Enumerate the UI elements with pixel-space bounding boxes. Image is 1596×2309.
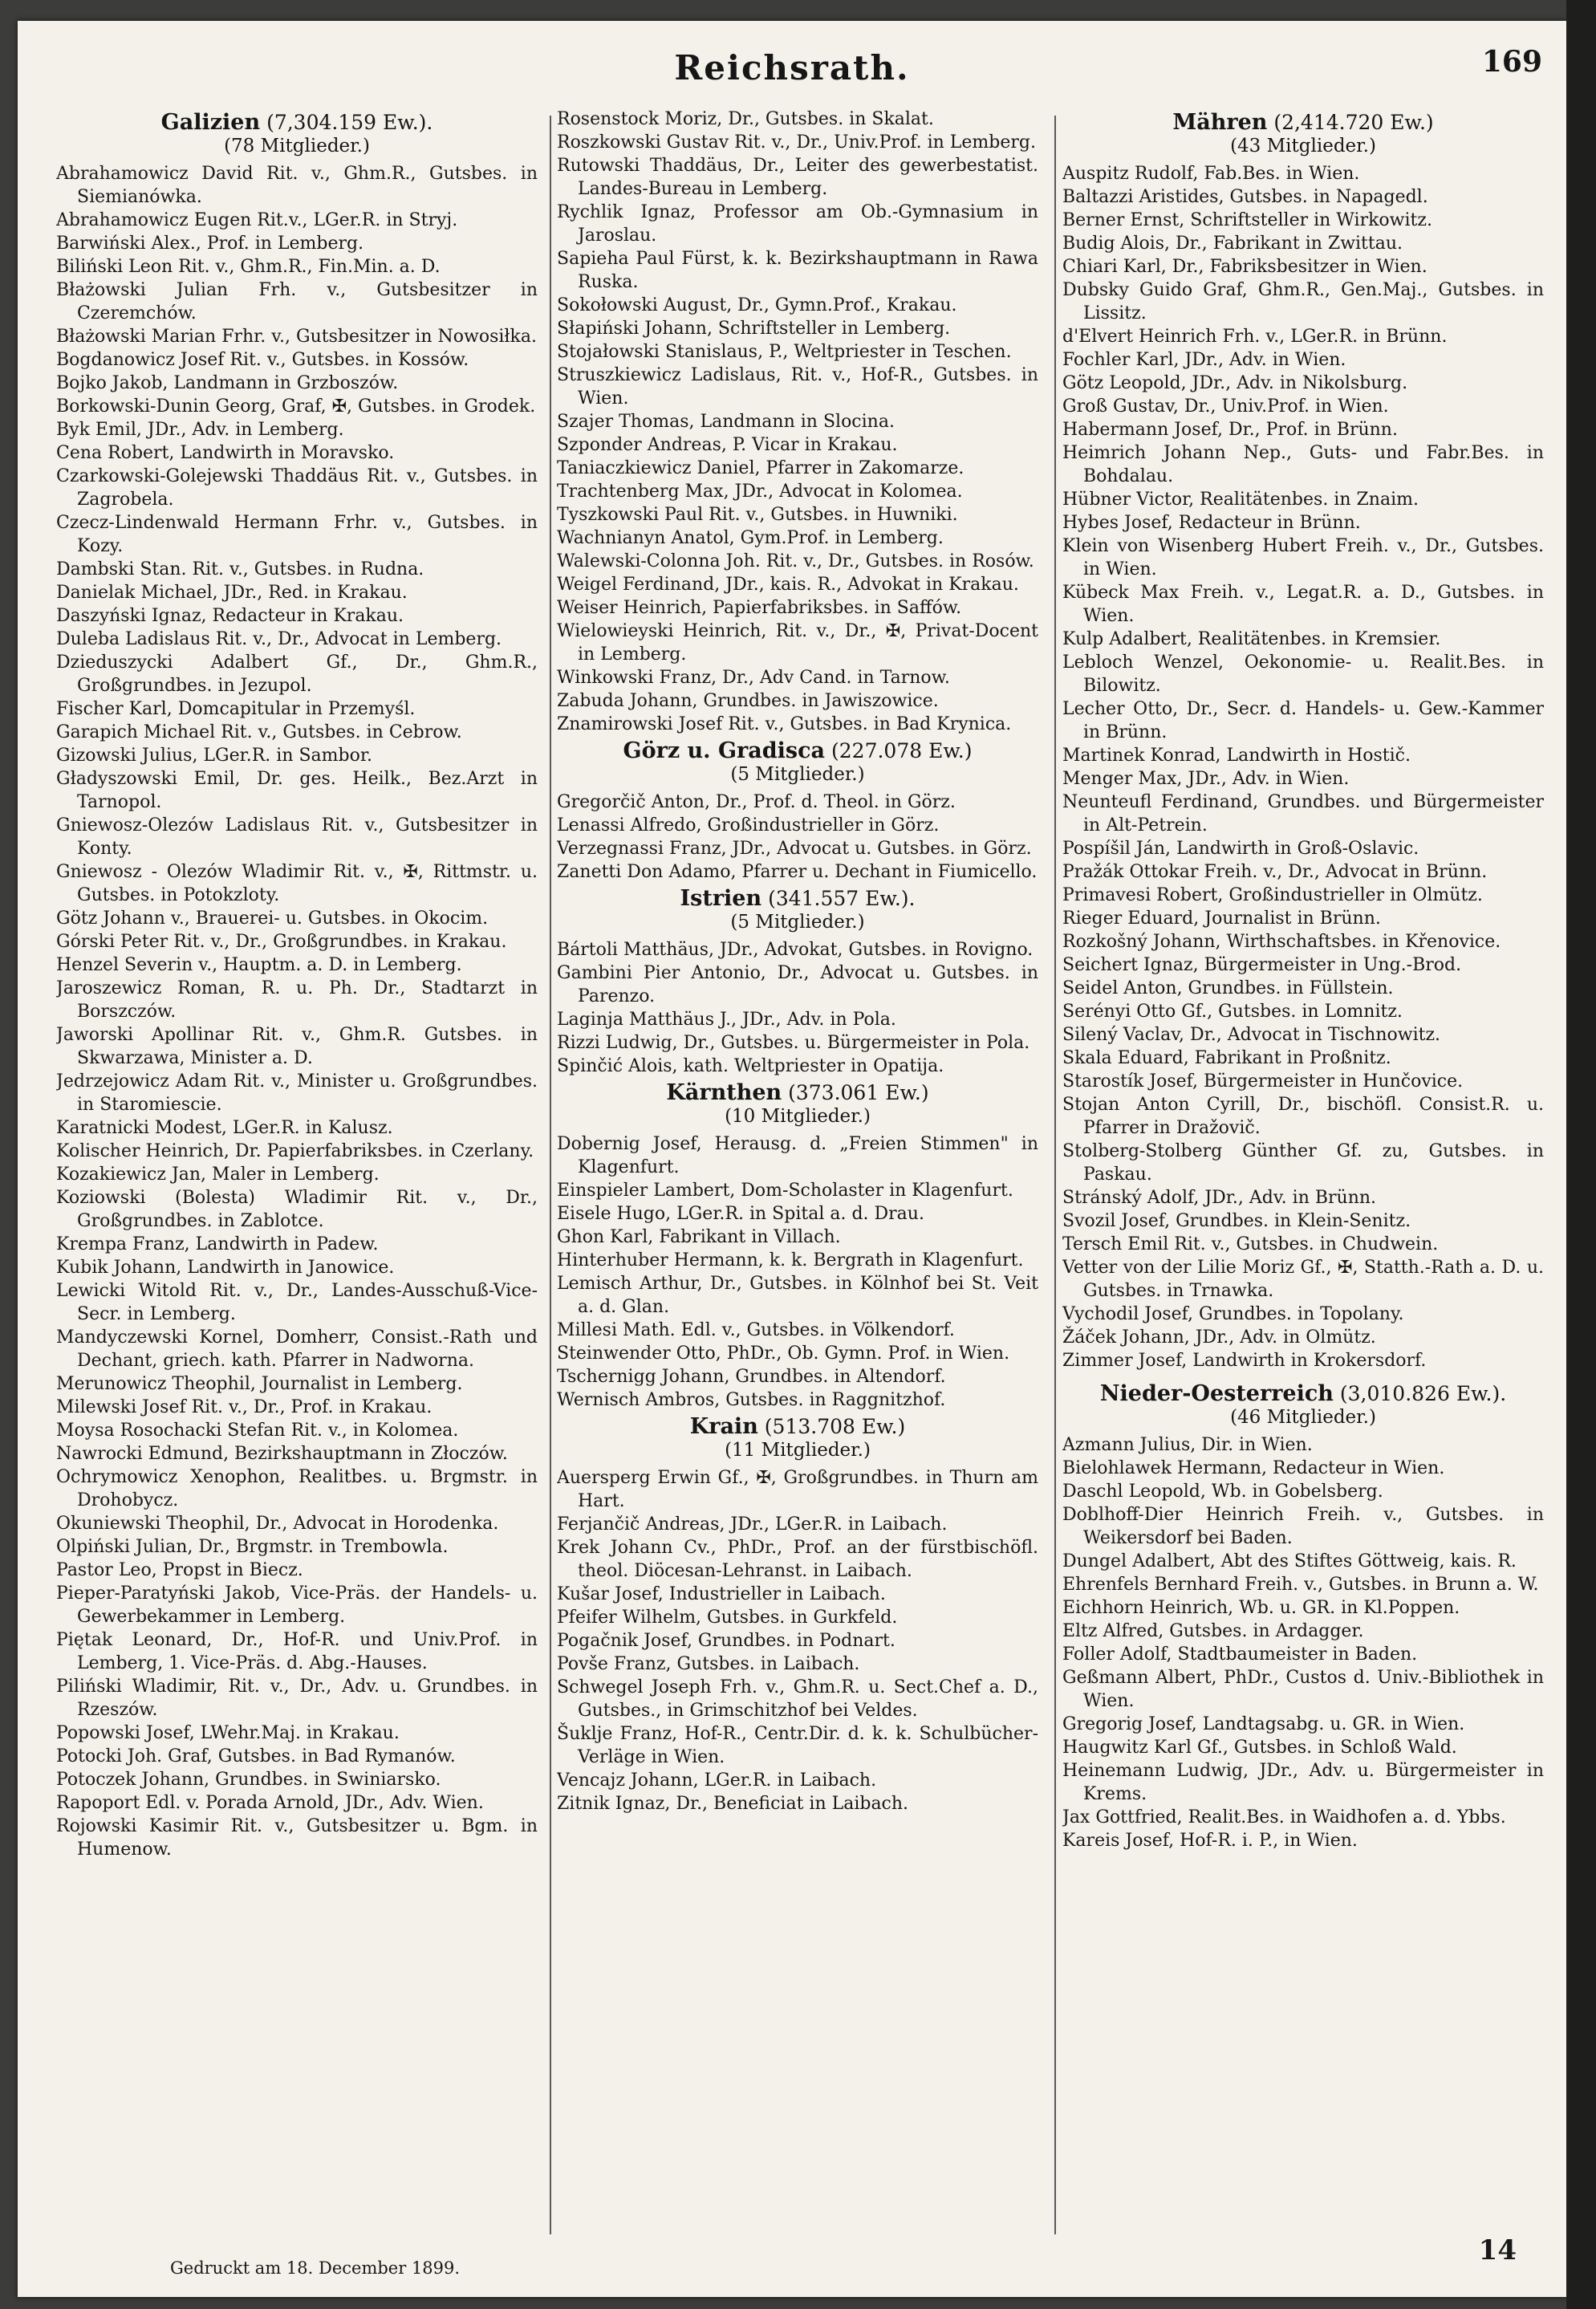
member-entry: Górski Peter Rit. v., Dr., Großgrundbes. in Krakau. <box>56 932 507 952</box>
member-entry: Znamirowski Josef Rit. v., Gutsbes. in Bad Krynica. <box>557 714 1012 734</box>
member-entry: Auersperg Erwin Gf., ✠, Großgrundbes. in Thurn am Hart. <box>557 1468 1038 1511</box>
member-entry: Daschl Leopold, Wb. in Gobelsberg. <box>1062 1482 1383 1502</box>
member-entry: Kubik Johann, Landwirth in Janowice. <box>56 1258 395 1278</box>
member-entry: Serényi Otto Gf., Gutsbes. in Lomnitz. <box>1062 1002 1403 1022</box>
member-entry: Auspitz Rudolf, Fab.Bes. in Wien. <box>1062 164 1360 184</box>
section-heading-niederoesterreich <box>1062 1382 1544 1406</box>
member-entry: Menger Max, JDr., Adv. in Wien. <box>1062 769 1350 789</box>
member-entry: Götz Johann v., Brauerei- u. Gutsbes. in Okocim. <box>56 909 489 929</box>
member-entry: Gregorčič Anton, Dr., Prof. d. Theol. in Görz. <box>557 792 956 812</box>
member-entry: Jaworski Apollinar Rit. v., Ghm.R. Gutsbes. in Skwarzawa, Minister a. D. <box>56 1025 538 1068</box>
member-entry: Piliński Wladimir, Rit. v., Dr., Adv. u. Grundbes. in Rzeszów. <box>56 1677 538 1720</box>
member-entry: Vychodil Josef, Grundbes. in Topolany. <box>1062 1304 1404 1324</box>
member-entry: Chiari Karl, Dr., Fabriksbesitzer in Wien. <box>1062 257 1427 277</box>
member-entry: Heimrich Johann Nep., Guts- und Fabr.Bes. in Bohdalau. <box>1062 443 1544 486</box>
member-entry: Gregorig Josef, Landtagsabg. u. GR. in Wien. <box>1062 1714 1465 1734</box>
member-entry: Pastor Leo, Propst in Biecz. <box>56 1560 303 1580</box>
member-entry: Dungel Adalbert, Abt des Stiftes Göttweig, kais. R. <box>1062 1551 1517 1571</box>
member-entry: Kozakiewicz Jan, Maler in Lemberg. <box>56 1165 380 1185</box>
member-entry: Ochrymowicz Xenophon, Realitbes. u. Brgmstr. in Drohobycz. <box>56 1467 538 1510</box>
section-name: Görz u. Gradisca <box>623 738 826 763</box>
member-entry: Gniewosz - Olezów Wladimir Rit. v., ✠, Rittmstr. u. Gutsbes. in Potokzloty. <box>56 862 538 905</box>
member-entry: Ferjančič Andreas, JDr., LGer.R. in Laibach. <box>557 1514 948 1535</box>
member-entry: Koziowski (Bolesta) Wladimir Rit. v., Dr., Großgrundbes. in Zablotce. <box>56 1188 538 1231</box>
member-entry: Martinek Konrad, Landwirth in Hostič. <box>1062 746 1411 766</box>
member-entry: Götz Leopold, JDr., Adv. in Nikolsburg. <box>1062 373 1408 393</box>
member-entry: Lenassi Alfredo, Großindustrieller in Görz. <box>557 815 940 835</box>
page-title: Reichsrath. <box>674 48 910 87</box>
member-entry: Zitnik Ignaz, Dr., Beneficiat in Laibach. <box>557 1794 909 1814</box>
member-entry: Stojałowski Stanislaus, P., Weltpriester in Teschen. <box>557 342 1012 362</box>
member-entry: Millesi Math. Edl. v., Gutsbes. in Völkendorf. <box>557 1320 955 1340</box>
member-entry: Spinčić Alois, kath. Weltpriester in Opatija. <box>557 1056 944 1076</box>
member-entry: Piętak Leonard, Dr., Hof-R. und Univ.Prof. in Lemberg, 1. Vice-Präs. d. Abg.-Hauses. <box>56 1630 538 1673</box>
member-entry: Berner Ernst, Schriftsteller in Wirkowitz. <box>1062 210 1432 230</box>
member-entry: Haugwitz Karl Gf., Gutsbes. in Schloß Wald. <box>1062 1738 1457 1758</box>
member-entry: Taniaczkiewicz Daniel, Pfarrer in Zakomarze. <box>557 458 965 478</box>
section-heading-goerz <box>557 739 1038 763</box>
member-entry: Borkowski-Dunin Georg, Graf, ✠, Gutsbes. in Grodek. <box>56 396 536 417</box>
member-entry: Kübeck Max Freih. v., Legat.R. a. D., Gutsbes. in Wien. <box>1062 583 1544 626</box>
member-entry: Pfeifer Wilhelm, Gutsbes. in Gurkfeld. <box>557 1608 898 1628</box>
member-entry: Nawrocki Edmund, Bezirkshauptmann in Złoczów. <box>56 1444 508 1464</box>
member-entry: Daszyński Ignaz, Redacteur in Krakau. <box>56 606 404 626</box>
section-members: (46 Mitglieder.) <box>1230 1407 1376 1428</box>
member-entry: Sokołowski August, Dr., Gymn.Prof., Krakau. <box>557 295 957 315</box>
member-entry: Laginja Matthäus J., JDr., Adv. in Pola. <box>557 1010 896 1030</box>
member-entry: Seichert Ignaz, Bürgermeister in Ung.-Brod. <box>1062 955 1462 975</box>
member-entry: Starostík Josef, Bürgermeister in Hunčovice. <box>1062 1071 1464 1091</box>
member-entry: Lebloch Wenzel, Oekonomie- u. Realit.Bes. in Bilowitz. <box>1062 652 1544 696</box>
member-entry: Bojko Jakob, Landmann in Grzboszów. <box>56 373 399 393</box>
member-entry: Rychlik Ignaz, Professor am Ob.-Gymnasium in Jaroslau. <box>557 202 1038 246</box>
member-entry: Pospíšil Ján, Landwirth in Groß-Oslavic. <box>1062 839 1419 859</box>
page-number: 169 <box>1481 45 1542 79</box>
member-entry: Tschernigg Johann, Grundbes. in Altendorf. <box>557 1367 946 1387</box>
member-entry: Błażowski Marian Frhr. v., Gutsbesitzer in Nowosiłka. <box>56 327 537 347</box>
member-entry: Doblhoff-Dier Heinrich Freih. v., Gutsbes. in Weikersdorf bei Baden. <box>1062 1505 1544 1548</box>
member-entry: Neunteufl Ferdinand, Grundbes. und Bürgermeister in Alt-Petrein. <box>1062 792 1544 835</box>
member-list-galizien <box>56 162 538 1861</box>
section-population: (341.557 Ew.). <box>768 887 916 910</box>
member-entry: Okuniewski Theophil, Dr., Advocat in Horodenka. <box>56 1514 499 1534</box>
member-entry: Bártoli Matthäus, JDr., Advokat, Gutsbes. in Rovigno. <box>557 940 1034 960</box>
section-name: Krain <box>689 1414 758 1439</box>
member-entry: Foller Adolf, Stadtbaumeister in Baden. <box>1062 1644 1418 1665</box>
member-entry: Trachtenberg Max, JDr., Advocat in Kolomea. <box>557 482 963 502</box>
member-list-niederoesterreich <box>1062 1433 1544 1852</box>
print-date: Gedruckt am 18. December 1899. <box>170 2258 461 2278</box>
member-entry: Schwegel Joseph Frh. v., Ghm.R. u. Sect.Chef a. D., Gutsbes., in Grimschitzhof bei Veldes. <box>557 1677 1038 1721</box>
member-entry: Struszkiewicz Ladislaus, Rit. v., Hof-R., Gutsbes. in Wien. <box>557 365 1038 409</box>
section-members: (10 Mitglieder.) <box>725 1106 871 1127</box>
section-members: (78 Mitglieder.) <box>224 136 370 157</box>
scan-edge <box>1566 0 1596 2309</box>
column-left <box>56 108 538 2218</box>
document-page <box>18 21 1566 2297</box>
member-entry: Potoczek Johann, Grundbes. in Swiniarsko. <box>56 1770 441 1790</box>
member-entry: Bogdanowicz Josef Rit. v., Gutsbes. in Kossów. <box>56 350 469 370</box>
member-entry: Lemisch Arthur, Dr., Gutsbes. in Kölnhof bei St. Veit a. d. Glan. <box>557 1274 1038 1317</box>
member-entry: Cena Robert, Landwirth in Moravsko. <box>56 443 395 463</box>
column-middle <box>557 108 1038 2218</box>
member-entry: Kušar Josef, Industrieller in Laibach. <box>557 1584 886 1604</box>
member-entry: Klein von Wisenberg Hubert Freih. v., Dr., Gutsbes. in Wien. <box>1062 536 1544 579</box>
member-entry: Wielowieyski Heinrich, Rit. v., Dr., ✠, Privat-Docent in Lemberg. <box>557 621 1038 665</box>
member-entry: Słapiński Johann, Schriftsteller in Lemberg. <box>557 319 951 339</box>
member-entry: Geßmann Albert, PhDr., Custos d. Univ.-Bibliothek in Wien. <box>1062 1668 1544 1711</box>
member-entry: Rutowski Thaddäus, Dr., Leiter des gewerbestatist. Landes-Bureau in Lemberg. <box>557 156 1038 199</box>
member-entry: Rozkošný Johann, Wirthschaftsbes. in Křenovice. <box>1062 932 1501 952</box>
member-entry: Fischer Karl, Domcapitular in Przemyśl. <box>56 699 416 719</box>
section-population: (7,304.159 Ew.). <box>266 111 433 134</box>
member-entry: Fochler Karl, JDr., Adv. in Wien. <box>1062 350 1346 370</box>
member-entry: Błażowski Julian Frh. v., Gutsbesitzer in Czeremchów. <box>56 280 538 323</box>
section-name: Istrien <box>680 886 762 911</box>
section-members: (11 Mitglieder.) <box>725 1440 871 1461</box>
member-entry: Silený Vaclav, Dr., Advocat in Tischnowitz. <box>1062 1025 1441 1045</box>
member-entry: Tersch Emil Rit. v., Gutsbes. in Chudwein. <box>1062 1234 1439 1254</box>
member-entry: Rieger Eduard, Journalist in Brünn. <box>1062 909 1381 929</box>
member-entry: Pogačnik Josef, Grundbes. in Podnart. <box>557 1631 895 1651</box>
member-entry: Krempa Franz, Landwirth in Padew. <box>56 1234 379 1254</box>
member-entry: Steinwender Otto, PhDr., Ob. Gymn. Prof. in Wien. <box>557 1344 1010 1364</box>
member-entry: Gładyszowski Emil, Dr. ges. Heilk., Bez.Arzt in Tarnopol. <box>56 769 538 812</box>
member-entry: Gizowski Julius, LGer.R. in Sambor. <box>56 746 372 766</box>
member-entry: Garapich Michael Rit. v., Gutsbes. in Cebrow. <box>56 722 462 742</box>
section-name: Galizien <box>160 110 261 135</box>
member-entry: d'Elvert Heinrich Frh. v., LGer.R. in Brünn. <box>1062 327 1448 347</box>
member-entry: Milewski Josef Rit. v., Dr., Prof. in Krakau. <box>56 1397 433 1417</box>
member-entry: Budig Alois, Dr., Fabrikant in Zwittau. <box>1062 234 1403 254</box>
member-list-galizien-continued <box>557 108 1038 736</box>
member-entry: Verzegnassi Franz, JDr., Advocat u. Gutsbes. in Görz. <box>557 839 1032 859</box>
member-entry: Svozil Josef, Grundbes. in Klein-Senitz. <box>1062 1211 1411 1231</box>
member-entry: Žáček Johann, JDr., Adv. in Olmütz. <box>1062 1327 1376 1348</box>
member-entry: Seidel Anton, Grundbes. in Füllstein. <box>1062 978 1394 998</box>
column-divider <box>550 116 551 2234</box>
member-entry: Jax Gottfried, Realit.Bes. in Waidhofen a. d. Ybbs. <box>1062 1807 1506 1827</box>
member-entry: Skala Eduard, Fabrikant in Proßnitz. <box>1062 1048 1391 1068</box>
section-name: Kärnthen <box>666 1080 782 1105</box>
member-entry: Rosenstock Moriz, Dr., Gutsbes. in Skalat. <box>557 109 934 129</box>
member-entry: Tyszkowski Paul Rit. v., Gutsbes. in Huwniki. <box>557 505 958 525</box>
member-entry: Primavesi Robert, Großindustrieller in Olmütz. <box>1062 885 1483 905</box>
member-entry: Lecher Otto, Dr., Secr. d. Handels- u. Gew.-Kammer in Brünn. <box>1062 699 1544 742</box>
member-entry: Kulp Adalbert, Realitätenbes. in Kremsier. <box>1062 629 1441 649</box>
member-entry: Hybes Josef, Redacteur in Brünn. <box>1062 513 1361 533</box>
member-entry: Rizzi Ludwig, Dr., Gutsbes. u. Bürgermeister in Pola. <box>557 1033 1030 1053</box>
member-entry: Eichhorn Heinrich, Wb. u. GR. in Kl.Poppen. <box>1062 1598 1460 1618</box>
member-entry: Rapoport Edl. v. Porada Arnold, JDr., Adv. Wien. <box>56 1793 484 1813</box>
section-members: (5 Mitglieder.) <box>730 764 865 785</box>
member-list-goerz <box>557 791 1038 884</box>
member-entry: Potocki Joh. Graf, Gutsbes. in Bad Rymanów. <box>56 1746 456 1766</box>
member-entry: Popowski Josef, LWehr.Maj. in Krakau. <box>56 1723 400 1743</box>
section-heading-kaernthen <box>557 1081 1038 1105</box>
member-entry: Szponder Andreas, P. Vicar in Krakau. <box>557 435 898 455</box>
member-entry: Byk Emil, JDr., Adv. in Lemberg. <box>56 420 344 440</box>
member-entry: Weigel Ferdinand, JDr., kais. R., Advokat in Krakau. <box>557 575 1019 595</box>
member-entry: Povše Franz, Gutsbes. in Laibach. <box>557 1654 860 1674</box>
member-entry: Jedrzejowicz Adam Rit. v., Minister u. Großgrundbes. in Staromiescie. <box>56 1071 538 1115</box>
member-entry: Lewicki Witold Rit. v., Dr., Landes-Ausschuß-Vice-Secr. in Lemberg. <box>56 1281 538 1324</box>
member-entry: Zimmer Josef, Landwirth in Krokersdorf. <box>1062 1351 1427 1371</box>
member-list-istrien <box>557 938 1038 1078</box>
section-name: Nieder-Oesterreich <box>1099 1381 1334 1406</box>
member-entry: Hinterhuber Hermann, k. k. Bergrath in Klagenfurt. <box>557 1250 1024 1270</box>
column-right <box>1062 108 1544 2218</box>
member-entry: Winkowski Franz, Dr., Adv Cand. in Tarnow. <box>557 668 950 688</box>
member-entry: Roszkowski Gustav Rit. v., Dr., Univ.Prof. in Lemberg. <box>557 132 1036 152</box>
member-entry: Szajer Thomas, Landmann in Slocina. <box>557 412 895 432</box>
member-entry: Krek Johann Cv., PhDr., Prof. an der fürstbischöfl. theol. Diöcesan-Lehranst. in Laibach. <box>557 1538 1038 1581</box>
member-entry: Biliński Leon Rit. v., Ghm.R., Fin.Min. a. D. <box>56 257 441 277</box>
member-entry: Weiser Heinrich, Papierfabriksbes. in Saffów. <box>557 598 962 618</box>
member-entry: Sapieha Paul Fürst, k. k. Bezirkshauptmann in Rawa Ruska. <box>557 249 1038 292</box>
section-members: (43 Mitglieder.) <box>1230 136 1376 157</box>
member-entry: Gambini Pier Antonio, Dr., Advocat u. Gutsbes. in Parenzo. <box>557 963 1038 1006</box>
section-heading-istrien <box>557 887 1038 911</box>
member-entry: Dambski Stan. Rit. v., Gutsbes. in Rudna. <box>56 559 424 579</box>
member-entry: Habermann Josef, Dr., Prof. in Brünn. <box>1062 420 1398 440</box>
member-entry: Hübner Victor, Realitätenbes. in Znaim. <box>1062 490 1419 510</box>
member-entry: Dzieduszycki Adalbert Gf., Dr., Ghm.R., Großgrundbes. in Jezupol. <box>56 652 538 696</box>
section-population: (373.061 Ew.) <box>788 1081 929 1104</box>
member-entry: Merunowicz Theophil, Journalist in Lemberg. <box>56 1374 463 1394</box>
member-entry: Heinemann Ludwig, JDr., Adv. u. Bürgermeister in Krems. <box>1062 1761 1544 1804</box>
member-list-krain <box>557 1466 1038 1815</box>
member-entry: Eisele Hugo, LGer.R. in Spital a. d. Drau. <box>557 1204 924 1224</box>
member-entry: Henzel Severin v., Hauptm. a. D. in Lemberg. <box>56 955 462 975</box>
member-entry: Stolberg-Stolberg Günther Gf. zu, Gutsbes. in Paskau. <box>1062 1141 1544 1185</box>
member-entry: Dobernig Josef, Herausg. d. „Freien Stimmen" in Klagenfurt. <box>557 1134 1038 1177</box>
member-entry: Pražák Ottokar Freih. v., Dr., Advocat in Brünn. <box>1062 862 1488 882</box>
member-entry: Wernisch Ambros, Gutsbes. in Raggnitzhof. <box>557 1390 946 1410</box>
member-list-kaernthen <box>557 1132 1038 1412</box>
member-entry: Eltz Alfred, Gutsbes. in Ardagger. <box>1062 1621 1364 1641</box>
section-name: Mähren <box>1172 110 1268 135</box>
column-divider <box>1054 116 1056 2234</box>
member-entry: Ghon Karl, Fabrikant in Villach. <box>557 1227 841 1247</box>
member-entry: Karatnicki Modest, LGer.R. in Kalusz. <box>56 1118 393 1138</box>
member-entry: Walewski-Colonna Joh. Rit. v., Dr., Gutsbes. in Rosów. <box>557 551 1034 571</box>
member-entry: Vencajz Johann, LGer.R. in Laibach. <box>557 1770 877 1791</box>
section-heading-krain <box>557 1415 1038 1439</box>
member-entry: Ehrenfels Bernhard Freih. v., Gutsbes. in Brunn a. W. <box>1062 1575 1539 1595</box>
member-entry: Kolischer Heinrich, Dr. Papierfabriksbes. in Czerlany. <box>56 1141 534 1161</box>
member-entry: Abrahamowicz Eugen Rit.v., LGer.R. in Stryj. <box>56 210 458 230</box>
member-entry: Mandyczewski Kornel, Domherr, Consist.-Rath und Dechant, griech. kath. Pfarrer in Nadworna. <box>56 1327 538 1371</box>
member-entry: Abrahamowicz David Rit. v., Ghm.R., Gutsbes. in Siemianówka. <box>56 164 538 207</box>
member-entry: Danielak Michael, JDr., Red. in Krakau. <box>56 583 408 603</box>
section-population: (513.708 Ew.) <box>764 1415 906 1438</box>
section-population: (2,414.720 Ew.) <box>1273 111 1434 134</box>
member-entry: Rojowski Kasimir Rit. v., Gutsbesitzer u. Bgm. in Humenow. <box>56 1816 538 1860</box>
member-entry: Bielohlawek Hermann, Redacteur in Wien. <box>1062 1458 1445 1478</box>
member-entry: Zanetti Don Adamo, Pfarrer u. Dechant in Fiumicello. <box>557 862 1038 882</box>
section-population: (227.078 Ew.) <box>831 739 973 762</box>
member-entry: Moysa Rosochacki Stefan Rit. v., in Kolomea. <box>56 1421 459 1441</box>
member-entry: Azmann Julius, Dir. in Wien. <box>1062 1435 1313 1455</box>
member-entry: Jaroszewicz Roman, R. u. Ph. Dr., Stadtarzt in Borszczów. <box>56 978 538 1022</box>
member-entry: Wachnianyn Anatol, Gym.Prof. in Lemberg. <box>557 528 944 548</box>
member-entry: Barwiński Alex., Prof. in Lemberg. <box>56 234 364 254</box>
member-entry: Einspieler Lambert, Dom-Scholaster in Klagenfurt. <box>557 1181 1013 1201</box>
member-entry: Gniewosz-Olezów Ladislaus Rit. v., Gutsbesitzer in Konty. <box>56 815 538 859</box>
member-entry: Groß Gustav, Dr., Univ.Prof. in Wien. <box>1062 396 1389 417</box>
member-list-maehren <box>1062 162 1544 1372</box>
section-population: (3,010.826 Ew.). <box>1339 1382 1507 1405</box>
member-entry: Kareis Josef, Hof-R. i. P., in Wien. <box>1062 1831 1358 1851</box>
member-entry: Czarkowski-Golejewski Thaddäus Rit. v., Gutsbes. in Zagrobela. <box>56 466 538 510</box>
member-entry: Duleba Ladislaus Rit. v., Dr., Advocat in Lemberg. <box>56 629 502 649</box>
member-entry: Stránský Adolf, JDr., Adv. in Brünn. <box>1062 1188 1377 1208</box>
section-heading-galizien <box>56 111 538 135</box>
signature-number: 14 <box>1478 2234 1517 2266</box>
member-entry: Šuklje Franz, Hof-R., Centr.Dir. d. k. k. Schulbücher-Verläge in Wien. <box>557 1724 1038 1767</box>
section-heading-maehren <box>1062 111 1544 135</box>
member-entry: Baltazzi Aristides, Gutsbes. in Napagedl. <box>1062 187 1428 207</box>
member-entry: Dubsky Guido Graf, Ghm.R., Gen.Maj., Gutsbes. in Lissitz. <box>1062 280 1544 323</box>
section-members: (5 Mitglieder.) <box>730 912 865 933</box>
member-entry: Zabuda Johann, Grundbes. in Jawiszowice. <box>557 691 939 711</box>
member-entry: Stojan Anton Cyrill, Dr., bischöfl. Consist.R. u. Pfarrer in Dražovič. <box>1062 1095 1544 1138</box>
member-entry: Pieper-Paratyński Jakob, Vice-Präs. der Handels- u. Gewerbekammer in Lemberg. <box>56 1583 538 1627</box>
member-entry: Czecz-Lindenwald Hermann Frhr. v., Gutsbes. in Kozy. <box>56 513 538 556</box>
member-entry: Olpiński Julian, Dr., Brgmstr. in Trembowla. <box>56 1537 449 1557</box>
member-entry: Vetter von der Lilie Moriz Gf., ✠, Statth.-Rath a. D. u. Gutsbes. in Trnawka. <box>1062 1258 1544 1301</box>
